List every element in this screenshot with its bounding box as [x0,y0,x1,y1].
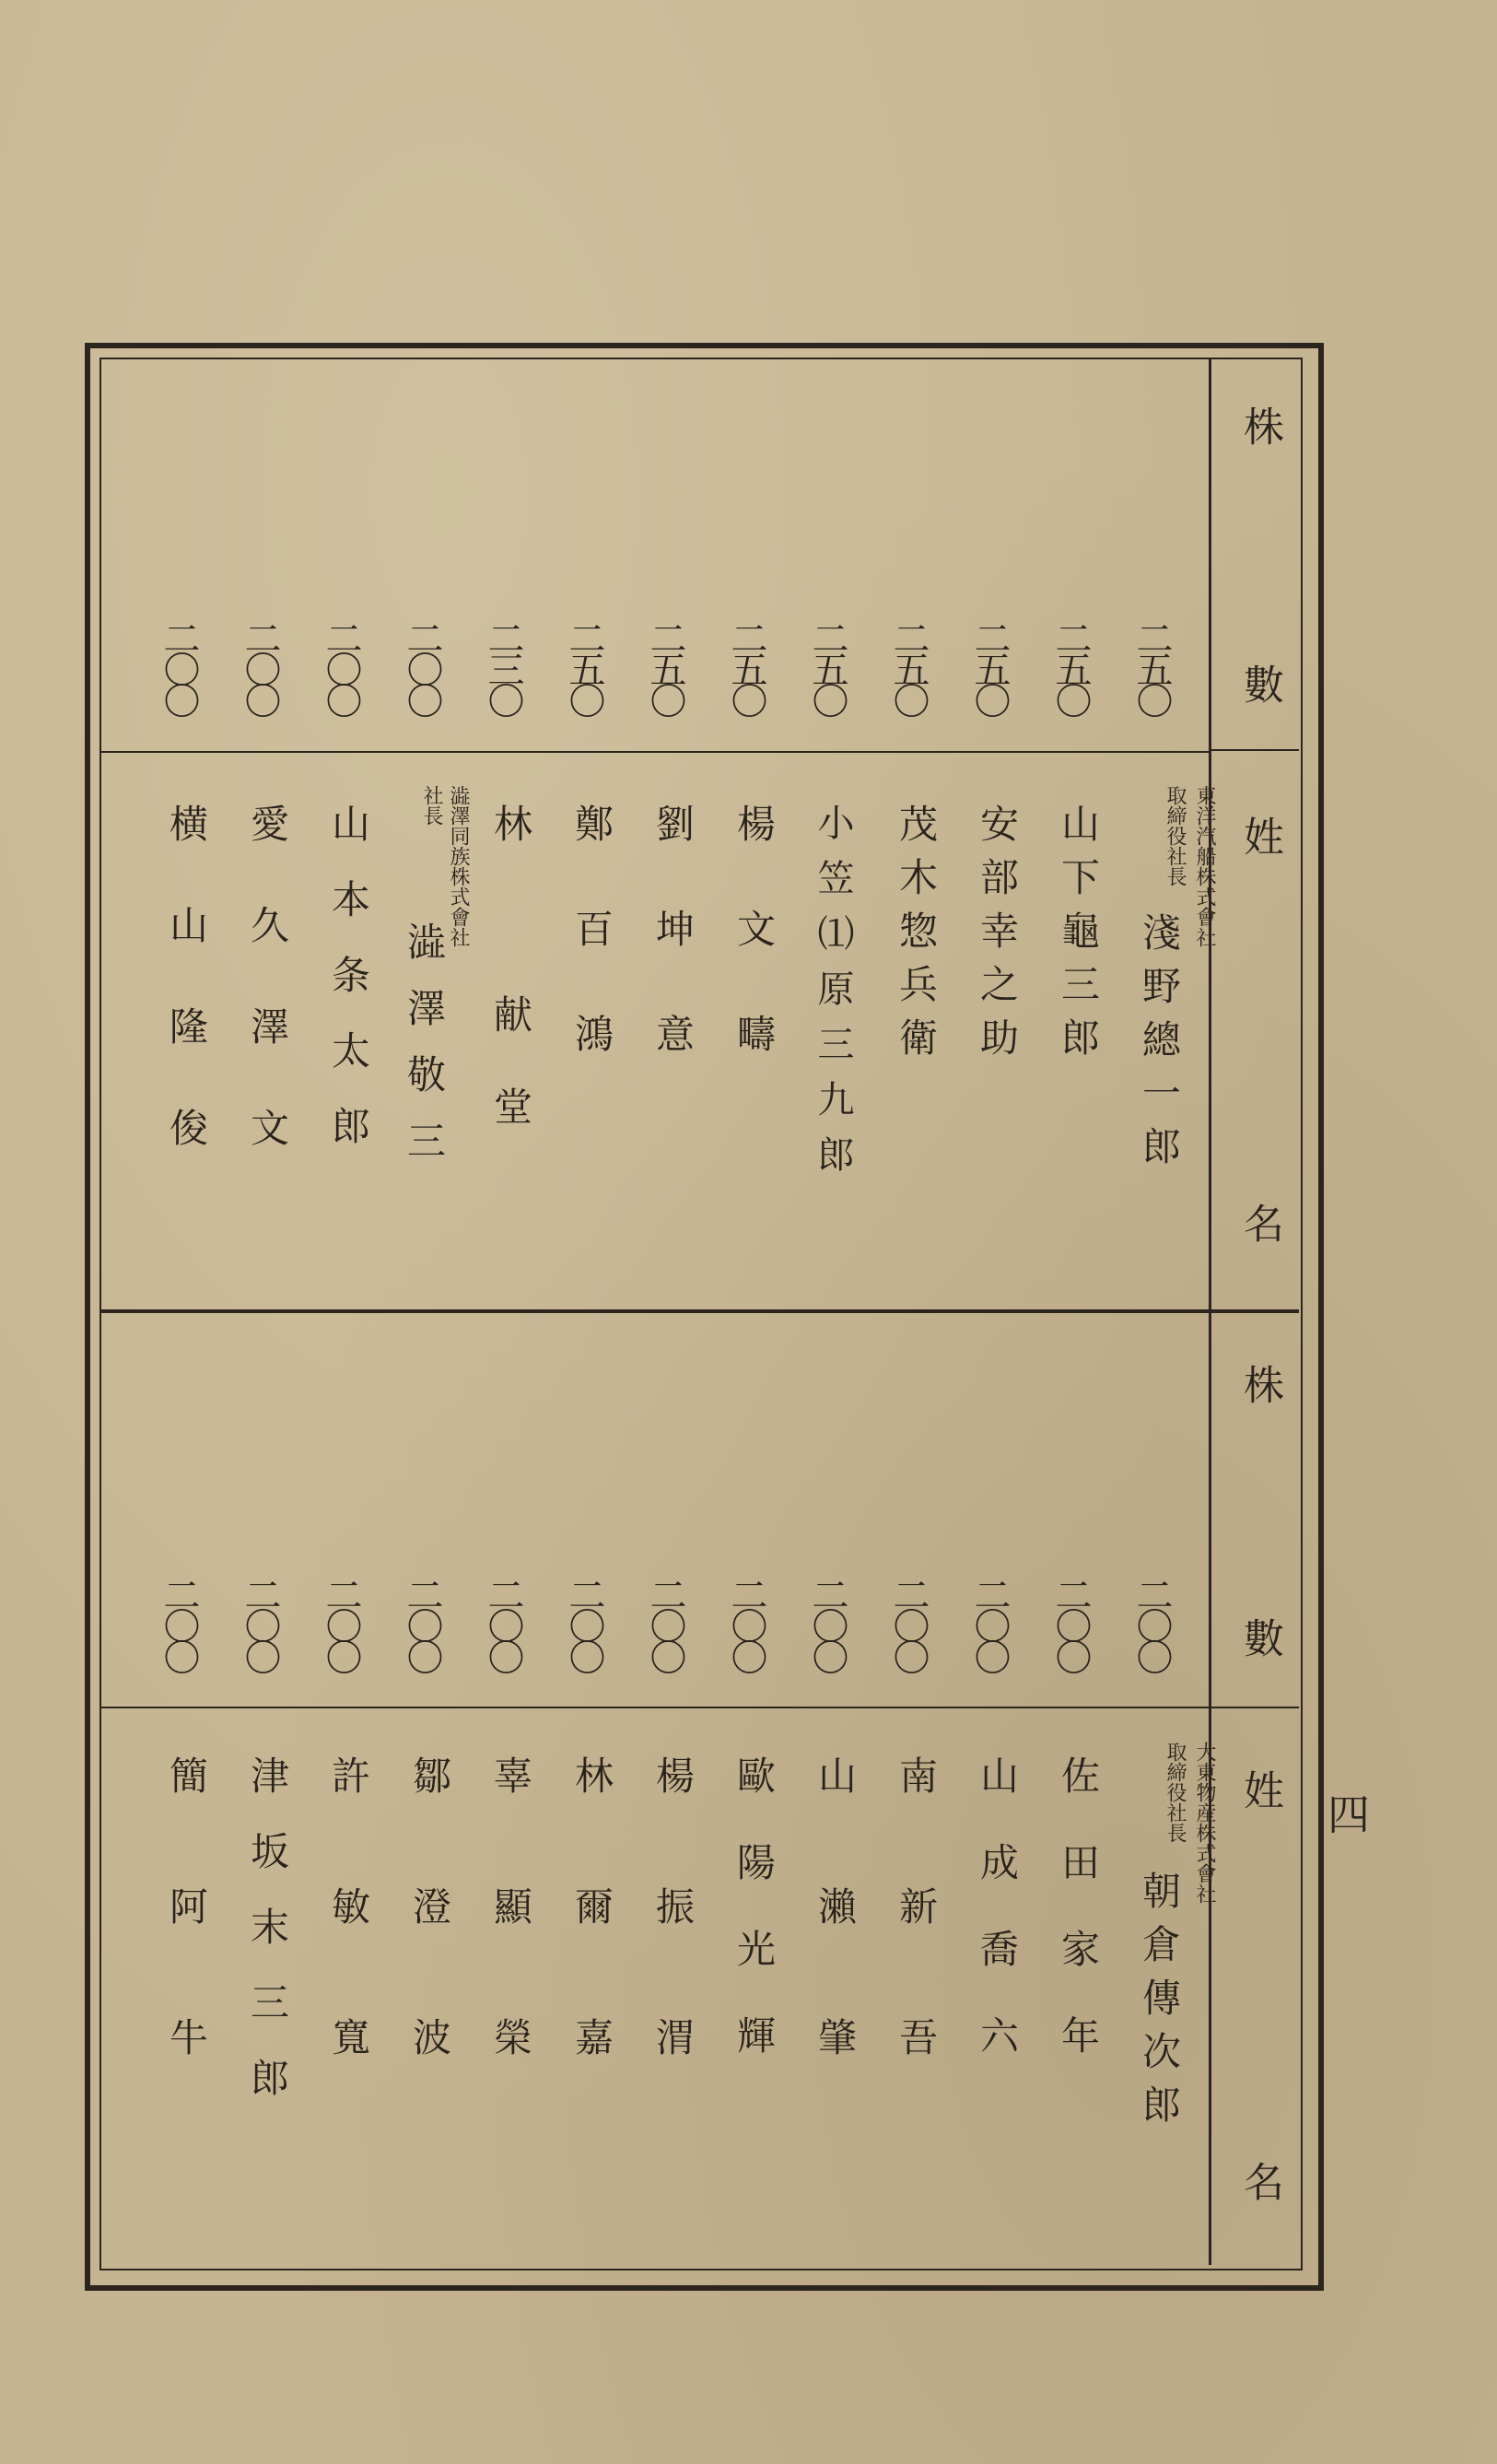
lower-shares-4: 二〇〇 [887,1576,930,1670]
lower-shares-5: 二〇〇 [806,1576,848,1670]
lower-name-2: 佐田家年 [1056,1755,1101,2102]
lower-shares-13: 二〇〇 [158,1576,200,1670]
lower-shares-3: 二〇〇 [968,1576,1011,1670]
upper-name-13: 横山隆俊 [164,804,209,1209]
upper-shares-2: 二五〇 [1049,619,1092,713]
lower-name-13: 簡阿牛 [164,1755,209,2148]
lower-company-caption-1: 大東物産株式會社 [1193,1742,1216,1904]
lower-title-caption-1: 取締役社長 [1164,1742,1187,1843]
header-shares-char1: 株 [1236,405,1283,446]
header-shares-char2: 數 [1236,663,1283,704]
upper-name-9: 林 献堂 [488,804,533,1179]
upper-name-1: 淺野總一郎 [1137,912,1182,1179]
lower-shares-11: 二〇〇 [320,1576,362,1670]
lower-name-7: 楊振渭 [650,1755,696,2148]
lower-name-3: 山成喬六 [975,1755,1020,2102]
upper-name-11: 山本条太郎 [326,804,371,1181]
upper-name-4: 茂木惣兵衛 [894,804,939,1071]
header-name-char1: 姓 [1236,1769,1283,1810]
upper-shares-10: 二〇〇 [401,619,443,713]
upper-shares-9: 二三〇 [482,619,524,713]
lower-name-5: 山瀨肇 [813,1755,858,2148]
upper-shares-3: 二五〇 [968,619,1011,713]
upper-shares-5: 二五〇 [806,619,848,713]
lower-shares-name-divider [101,1707,1209,1708]
upper-title-caption-10: 社長 [420,785,443,826]
lower-name-11: 許敏寬 [326,1755,371,2148]
upper-name-10: 澁澤敬三 [402,921,447,1187]
upper-name-7: 劉坤意 [650,804,696,1119]
upper-name-5: 小笠⑴原三九郎 [812,804,854,1191]
lower-shares-12: 二〇〇 [239,1576,281,1670]
upper-shares-4: 二五〇 [887,619,930,713]
block-divider [101,1309,1299,1313]
upper-title-caption-1: 取締役社長 [1164,785,1187,886]
header-name-char2: 名 [1236,1203,1283,1243]
header-name-char2: 名 [1236,2161,1283,2201]
lower-shares-9: 二〇〇 [482,1576,524,1670]
upper-company-caption-1: 東洋汽船株式會社 [1193,785,1216,947]
upper-shares-13: 二〇〇 [158,619,200,713]
upper-name-6: 楊文疇 [731,804,777,1119]
lower-name-8: 林爾嘉 [569,1755,614,2148]
header-shares-char1: 株 [1236,1364,1283,1404]
lower-name-4: 南新吾 [894,1755,939,2148]
lower-shares-10: 二〇〇 [401,1576,443,1670]
lower-name-9: 辜顯榮 [488,1755,533,2148]
lower-name-1: 朝倉傳次郎 [1137,1871,1182,2138]
upper-name-2: 山下龜三郎 [1056,804,1101,1071]
upper-name-12: 愛久澤文 [245,804,290,1209]
upper-shares-1: 二五〇 [1130,619,1173,713]
lower-shares-2: 二〇〇 [1049,1576,1092,1670]
lower-shares-8: 二〇〇 [563,1576,605,1670]
lower-shares-7: 二〇〇 [644,1576,686,1670]
header-separator-upper [1211,749,1299,751]
lower-name-10: 鄒澄波 [407,1755,452,2148]
lower-name-12: 津坂末三郎 [245,1755,290,2133]
upper-shares-8: 二五〇 [563,619,605,713]
upper-shares-name-divider [101,751,1209,753]
header-shares-char2: 數 [1236,1617,1283,1658]
lower-shares-6: 二〇〇 [725,1576,767,1670]
upper-shares-7: 二五〇 [644,619,686,713]
upper-name-3: 安部幸之助 [975,804,1020,1071]
upper-shares-12: 二〇〇 [239,619,281,713]
upper-company-caption-10: 澁澤同族株式會社 [447,785,470,947]
lower-name-6: 歐陽光輝 [731,1755,777,2102]
upper-shares-11: 二〇〇 [320,619,362,713]
header-name-char1: 姓 [1236,815,1283,856]
page-number: 四 [1321,1792,1371,1835]
upper-shares-6: 二五〇 [725,619,767,713]
header-separator-lower [1211,1707,1299,1708]
lower-shares-1: 二〇〇 [1130,1576,1173,1670]
upper-name-8: 鄭百鴻 [569,804,614,1119]
